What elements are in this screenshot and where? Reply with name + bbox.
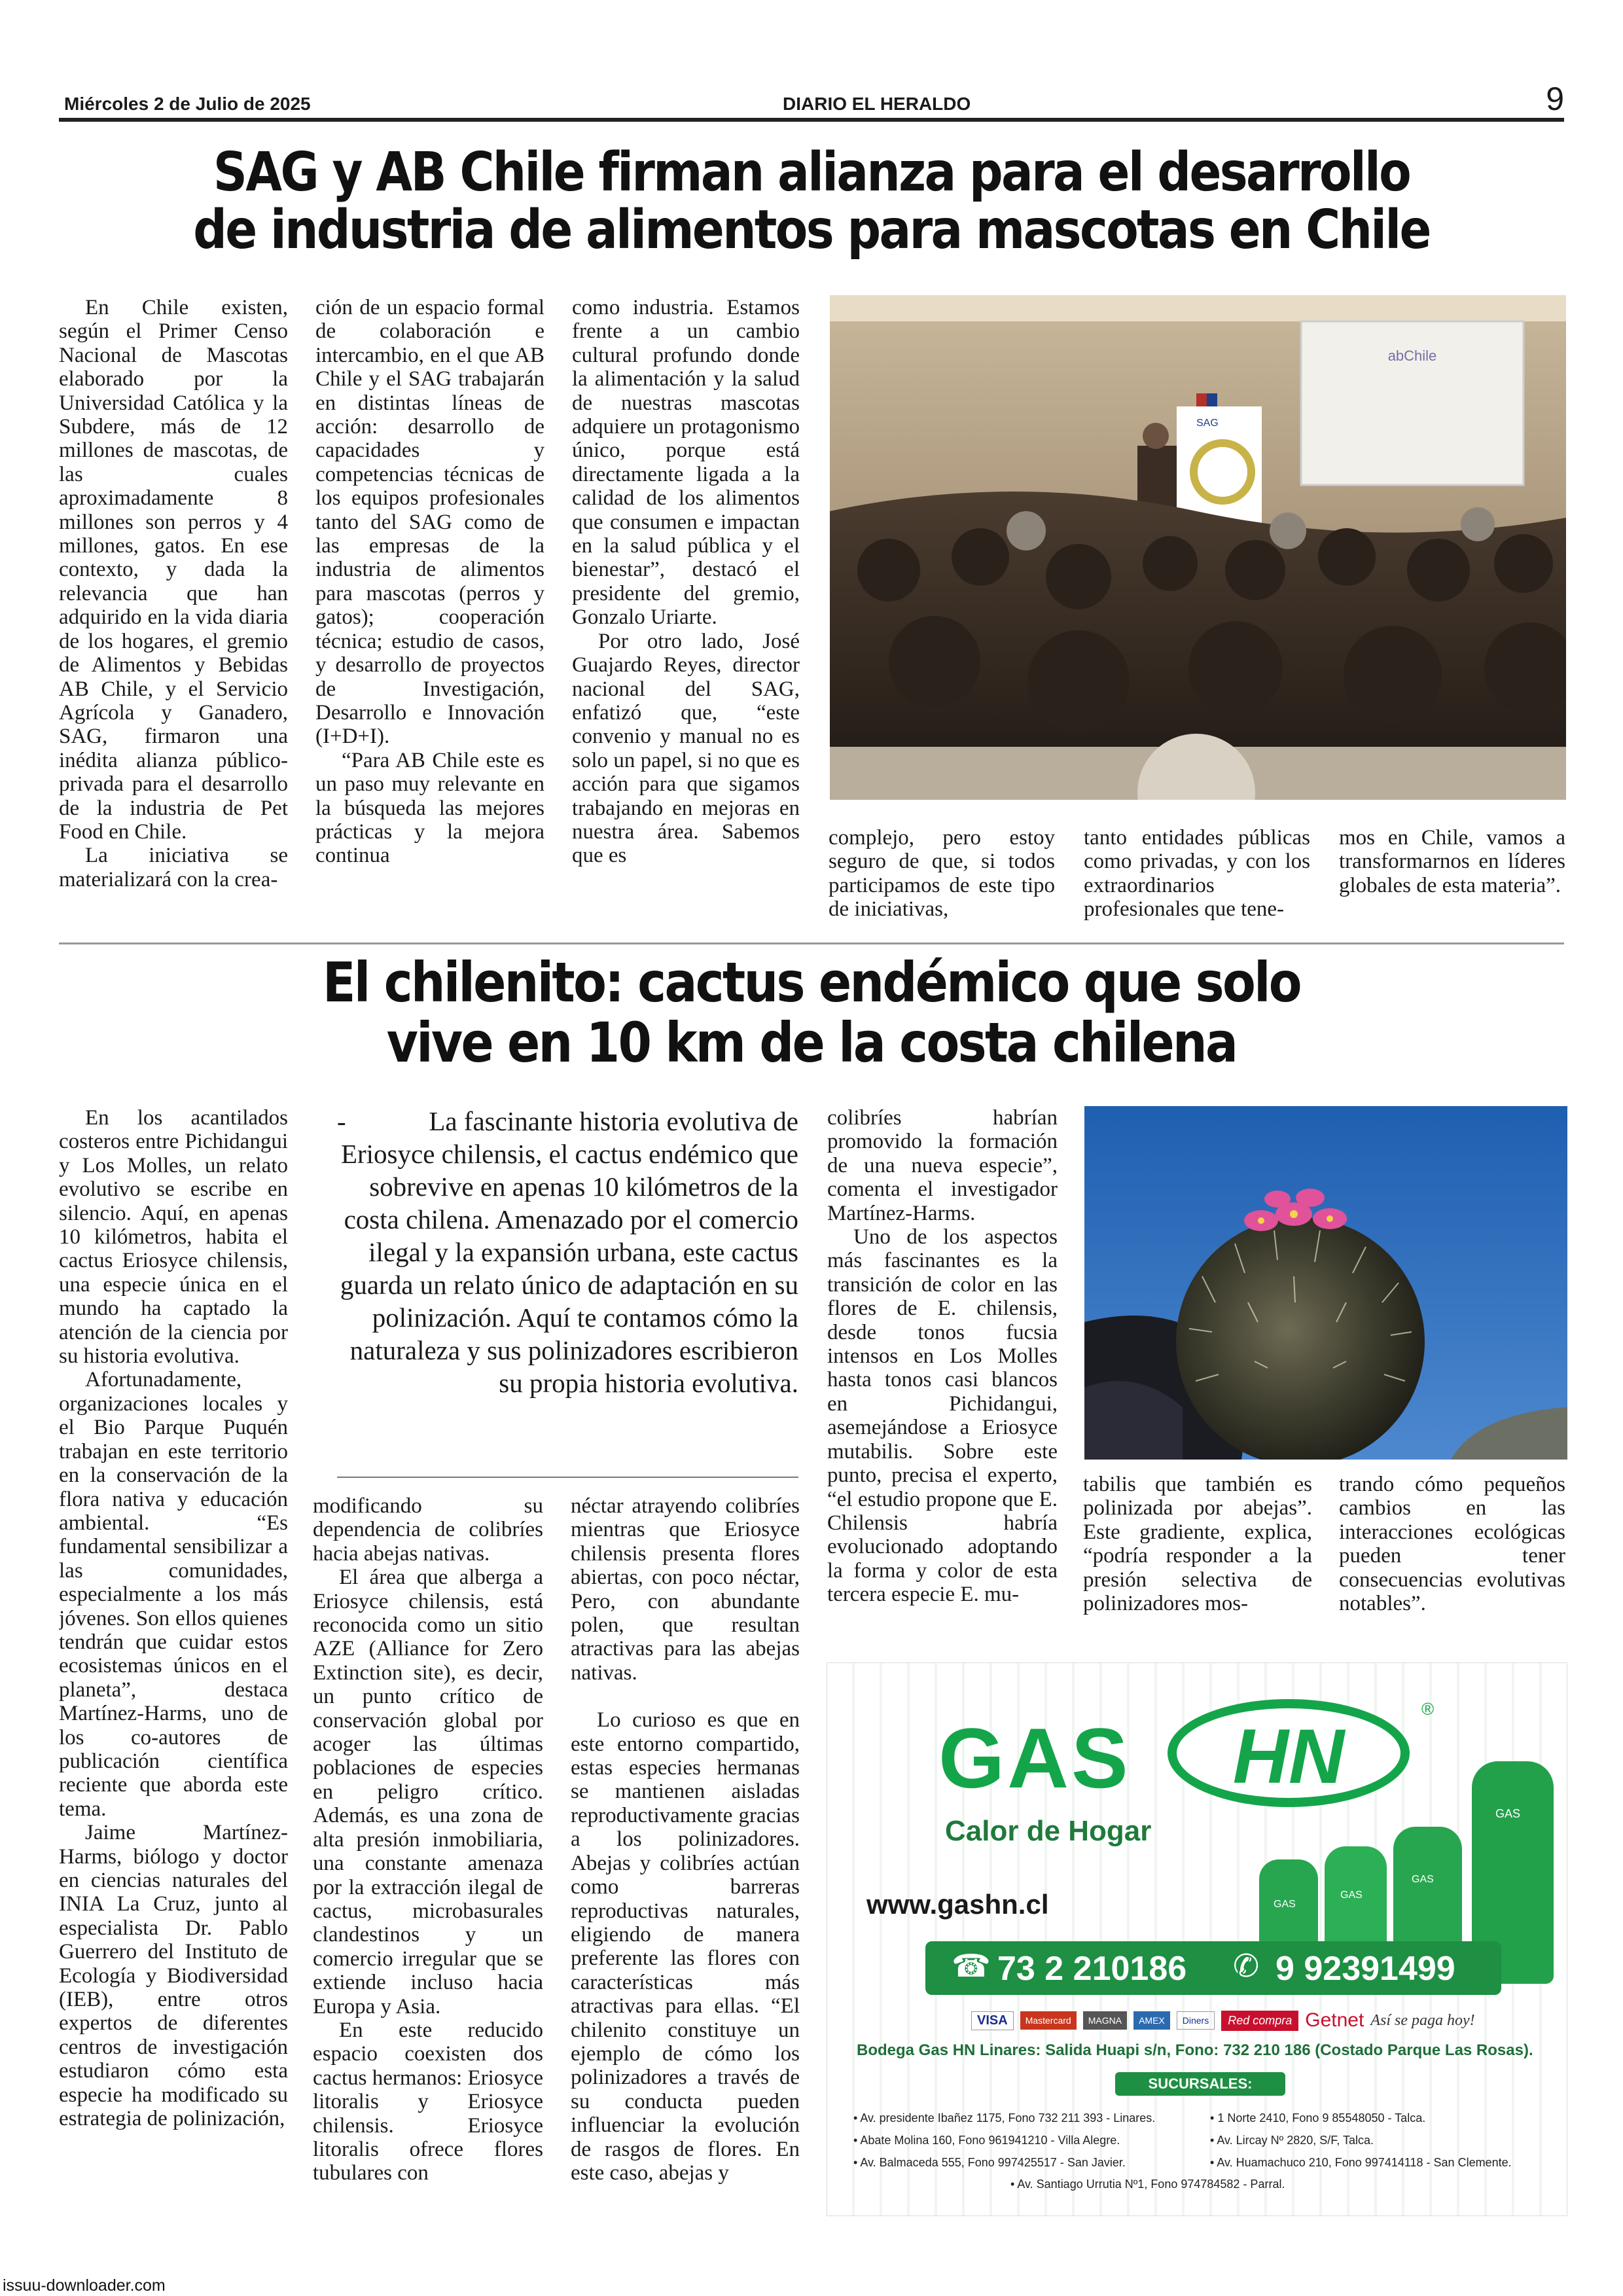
page-number: 9 xyxy=(1546,81,1564,117)
paragraph: “Para AB Chile este es un paso muy relevante en la búsqueda las mejores prácticas y la mejora continua xyxy=(315,748,544,868)
podium-logo: SAG xyxy=(1196,418,1219,429)
whatsapp-icon: ✆ xyxy=(1233,1949,1260,1984)
article2-headline-line2: vive en 10 km de la costa chilena xyxy=(386,1011,1237,1075)
paragraph: En los acantilados costeros entre Pichidangui y Los Molles, un relato evolutivo se escribe en silencio. Aquí, en apenas 10 kilómetros, habita el cactus Eriosyce chilensis, una especie única en el mundo ha captado la atención de la ciencia por su historia evolutiva. xyxy=(59,1106,288,1369)
article1-column-5 xyxy=(1084,826,1310,931)
lead-text: La fascinante historia evolutiva de Eriosyce chilensis, el cactus endémico que sobrevive en apenas 10 kilómetros de la costa chilena. Amenazado por el comercio ilegal y la expansión urbana, este cactus guarda un relato único de adaptación en su polinización. Aquí te contamos cómo la naturaleza y sus polinizadores escribieron su propia historia evolutiva. xyxy=(340,1106,798,1398)
paragraph: Jaime Martínez-Harms, biólogo y doctor en ciencias naturales del INIA La Cruz, junto al especialista Dr. Pablo Guerrero del Instituto de Ecología y Biodiversidad (IEB), entre otros expertos de diferentes centros de investigación estudiaron cómo esta especie ha modificado su estrategia de polinización, xyxy=(59,1821,288,2131)
article1-column-2 xyxy=(315,296,544,931)
ad-branch-bottom: • Av. Santiago Urrutia Nº1, Fono 974784582 - Parral. xyxy=(1010,2178,1285,2191)
paragraph: ción de un espacio formal de colaboración e intercambio, en el que AB Chile y el SAG trabajarán en distintas líneas de acción: desarrollo de capacidades y competencias técnicas de los equipos profesionales tanto del SAG como de las empresas de la industria de alimentos para mascotas (perros y gatos); cooperación técnica; estudio de casos, y desarrollo de proyectos de Investigación, Desarrollo e Innovación (I+D+I). xyxy=(315,296,544,749)
article1-column-6 xyxy=(1339,826,1565,931)
paragraph: Uno de los aspectos más fascinantes es la transición de color en las flores de E. chilensis, desde tonos fucsia intensos en Los Molles hasta tonos casi blancos en Pichidangui, asemejándose a Eriosyce mutabilis. Sobre este punto, precisa el experto, “el estudio propone que E. Chilensis habría evolucionado adoptando la forma y color de esta tercera especie E. mu- xyxy=(827,1225,1058,1607)
ad-sucursales-title: SUCURSALES: xyxy=(1148,2075,1253,2092)
gas-cylinder-icon: GAS xyxy=(1259,1859,1318,1984)
cactus-photo-image xyxy=(1084,1106,1567,1460)
bullet-icon: • xyxy=(1210,2134,1217,2147)
ad-sucursales-badge xyxy=(1115,2072,1285,2096)
diners-logo: Diners xyxy=(1177,2011,1215,2030)
article1-column-4 xyxy=(829,826,1055,931)
magna-logo: MAGNA xyxy=(1083,2011,1127,2030)
newspaper-name: DIARIO EL HERALDO xyxy=(783,94,971,114)
paragraph: tanto entidades públicas como privadas, y con los extraordinarios profesionales que tene- xyxy=(1084,826,1310,922)
ad-tagline: Calor de Hogar xyxy=(945,1815,1152,1847)
ad-phone-1: 73 2 210186 xyxy=(997,1950,1187,1988)
ad-registered-mark: ® xyxy=(1421,1699,1435,1719)
watermark: issuu-downloader.com xyxy=(3,2276,166,2295)
article2-column-1 xyxy=(59,1106,288,2212)
article1-column-3 xyxy=(572,296,800,931)
conference-photo-image xyxy=(830,295,1566,800)
branch-item: • Av. Balmaceda 555, Fono 997425517 - San Javier. xyxy=(853,2156,1126,2169)
bullet-icon: • xyxy=(853,2111,861,2125)
article1-headline xyxy=(149,141,1474,261)
article1-headline-line1: SAG y AB Chile firman alianza para el desarrollo xyxy=(213,141,1410,204)
bullet-icon: • xyxy=(853,2156,861,2169)
getnet-slogan: Así se paga hoy! xyxy=(1370,2011,1475,2029)
getnet-logo: Getnet xyxy=(1305,2009,1364,2031)
paragraph: En este reducido espacio coexisten dos cactus hermanos: Eriosyce litoralis y Eriosyce chilensis. Eriosyce litoralis ofrece flores tubulares con xyxy=(313,2018,543,2185)
branch-item: • Abate Molina 160, Fono 961941210 - Villa Alegre. xyxy=(853,2134,1120,2147)
article2-column-5 xyxy=(1083,1473,1312,1643)
phone-icon: ☎ xyxy=(952,1949,991,1984)
branch-item: • Av. Lircay Nº 2820, S/F, Talca. xyxy=(1210,2134,1374,2147)
paragraph: El área que alberga a Eriosyce chilensis, está reconocida como un sitio AZE (Alliance for Zero Extinction site), es decir, un punto crítico de conservación global por acoger las últimas poblaciones de especies en peligro crítico. Además, es una zona de alta presión inmobiliaria, una constante amenaza por la extracción ilegal de cactus, microbasurales clandestinos y un comercio irregular que se extiende incluso hacia Europa y Asia. xyxy=(313,1566,543,2018)
ad-brand-hn: HN xyxy=(1232,1713,1345,1800)
bullet-icon: • xyxy=(853,2134,861,2147)
mastercard-logo: Mastercard xyxy=(1020,2011,1077,2030)
paragraph: como industria. Estamos frente a un cambio cultural profundo donde la alimentación y la salud de nuestras mascotas adquiere un protagonismo único, porque está directamente ligada a la calidad de los alimentos que consumen e impactan en la salud pública y el bienestar”, destacó el presidente del gremio, Gonzalo Uriarte. xyxy=(572,296,800,630)
ad-payment-logos xyxy=(971,2009,1475,2032)
article2-lead xyxy=(337,1105,798,1478)
gas-cylinder-icon: GAS xyxy=(1393,1827,1462,1984)
branch-item: • Av. Huamachuco 210, Fono 997414118 - San Clemente. xyxy=(1210,2156,1512,2169)
paragraph: Por otro lado, José Guajardo Reyes, director nacional del SAG, enfatizó que, “este convenio y manual no es solo un papel, si no que es acción para que sigamos trabajando en mejoras en nuestra área. Sabemos que es xyxy=(572,629,800,868)
ad-phone-bar xyxy=(925,1941,1501,1995)
paragraph: La iniciativa se materializará con la crea- xyxy=(59,844,288,891)
screen-logo: abChile xyxy=(1387,348,1437,364)
paragraph: néctar atrayendo colibríes mientras que Eriosyce chilensis presenta flores abiertas, con poco néctar, Pero, con abundante polen, que resultan atractivas para las abejas nativas. xyxy=(571,1494,800,1685)
paragraph: Lo curioso es que en este entorno compartido, estas especies hermanas se mantienen aisladas reproductivamente gracias a los polinizadores. Abejas y colibríes actúan como barreras reproductivas naturales, eligiendo de manera preferente las flores con características más atractivas para ellas. “El chilenito constituye un ejemplo de cómo los polinizadores a través de su conducta pueden influenciar la evolución de rasgos de flores. En este caso, abejas y xyxy=(571,1708,800,2185)
branch-item: • 1 Norte 2410, Fono 9 85548050 - Talca. xyxy=(1210,2111,1426,2125)
ad-branches-left xyxy=(853,2107,1194,2174)
ad-logo-oval xyxy=(1168,1699,1410,1807)
article2-column-3 xyxy=(571,1494,800,2214)
ad-branches-right xyxy=(1210,2107,1550,2174)
article1-column-1 xyxy=(59,296,288,931)
paragraph: mos en Chile, vamos a transformarnos en líderes globales de esta materia”. xyxy=(1339,826,1565,897)
gas-hn-advertisement xyxy=(827,1662,1567,2216)
bullet-icon: • xyxy=(1210,2111,1218,2125)
bullet-icon: • xyxy=(1210,2156,1217,2169)
gas-cylinder-icon: GAS xyxy=(1325,1846,1387,1984)
gas-cylinder-icon: GAS xyxy=(1472,1761,1554,1984)
visa-logo: VISA xyxy=(971,2011,1014,2030)
article1-headline-line2: de industria de alimentos para mascotas en Chile xyxy=(193,199,1430,261)
paragraph: En Chile existen, según el Primer Censo Nacional de Mascotas elaborado por la Universidad Católica y la Subdere, más de 12 millones de mascotas, de las cuales aproximadamente 8 millones son perros y 4 millones, gatos. En ese contexto, y dada la relevancia que han adquirido en la vida diaria de los hogares, el gremio de Alimentos y Bebidas AB Chile, y el Servicio Agrícola y Ganadero, SAG, firmaron una inédita alianza público-privada para el desarrollo de la industria de Pet Food en Chile. xyxy=(59,296,288,844)
ad-phone-2: 9 92391499 xyxy=(1275,1950,1455,1988)
bullet-icon: • xyxy=(1010,2178,1018,2191)
branch-item: • Av. presidente Ibañez 1175, Fono 732 211 393 - Linares. xyxy=(853,2111,1156,2125)
ad-bodega: Bodega Gas HN Linares: Salida Huapi s/n, Fono: 732 210 186 (Costado Parque Las Rosas). xyxy=(857,2041,1533,2059)
ad-brand-gas: GAS xyxy=(938,1710,1131,1806)
lead-dash: - xyxy=(337,1106,346,1136)
cactus-photo xyxy=(1084,1106,1567,1460)
article-separator xyxy=(59,942,1564,944)
amex-logo: AMEX xyxy=(1133,2011,1170,2030)
article2-column-4 xyxy=(827,1106,1058,1643)
paragraph: colibríes habrían promovido la formación de una nueva especie”, comenta el investigador Martínez-Harms. xyxy=(827,1106,1058,1225)
redcompra-logo: Red compra xyxy=(1221,2011,1298,2031)
article2-headline xyxy=(149,952,1474,1073)
article2-headline-line1: El chilenito: cactus endémico que solo xyxy=(323,950,1300,1014)
paragraph: Afortunadamente, organizaciones locales y el Bio Parque Puquén trabajan en este territorio en la conservación de la flora nativa y educación ambiental. “Es fundamental sensibilizar a las comunidades, especialmente a los más jóvenes. Son ellos quienes tendrán que cuidar estos ecosistemas únicos en el planeta”, destaca Martínez-Harms, uno de los co-autores de publicación científica reciente que aborda este tema. xyxy=(59,1368,288,1821)
article2-column-2 xyxy=(313,1494,543,2214)
ad-website: www.gashn.cl xyxy=(866,1889,1049,1920)
paragraph: tabilis que también es polinizada por abejas”. Este gradiente, explica, “podría responder a la presión selectiva de polinizadores mos- xyxy=(1083,1473,1312,1616)
conference-photo xyxy=(830,295,1566,800)
header-rule xyxy=(59,118,1564,122)
article2-column-6 xyxy=(1339,1473,1565,1643)
paragraph: trando cómo pequeños cambios en las interacciones ecológicas pueden tener consecuencias evolutivas notables”. xyxy=(1339,1473,1565,1616)
paragraph: modificando su dependencia de colibríes hacia abejas nativas. xyxy=(313,1494,543,1566)
issue-date: Miércoles 2 de Julio de 2025 xyxy=(64,94,311,114)
paragraph: complejo, pero estoy seguro de que, si todos participamos de este tipo de iniciativas, xyxy=(829,826,1055,922)
